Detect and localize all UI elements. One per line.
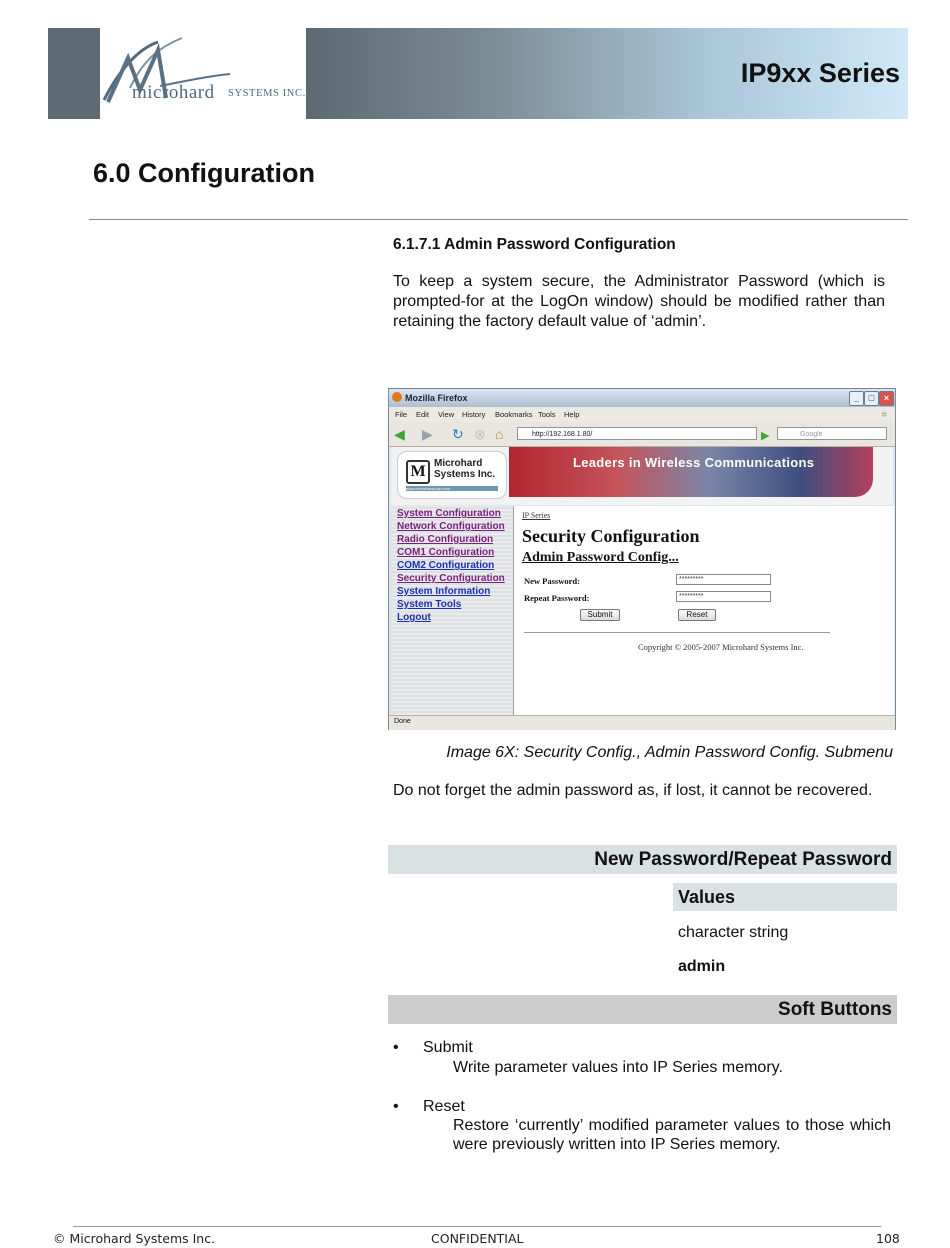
sidebar-item-system-information[interactable]: System Information (397, 586, 491, 597)
logo-text: microhard (132, 82, 215, 103)
page-number: 108 (876, 1231, 900, 1246)
browser-menubar (389, 407, 895, 422)
list-item-description: Restore ‘currently’ modified parameter values to those which were previously written into IP Series memory. (453, 1117, 891, 1153)
list-item-description: Write parameter values into IP Series memory. (453, 1059, 783, 1076)
browser-statusbar (389, 715, 895, 730)
image-caption: Image 6X: Security Config., Admin Password Config. Submenu (446, 744, 893, 761)
site-logo-mark-icon: M (406, 460, 430, 484)
sidebar-item-system-tools[interactable]: System Tools (397, 599, 462, 610)
browser-screenshot (388, 388, 896, 730)
values-header (673, 883, 897, 911)
sidebar-item-logout[interactable]: Logout (397, 612, 431, 623)
repeat-password-label: Repeat Password: (524, 593, 590, 603)
footer-confidential: CONFIDENTIAL (431, 1231, 524, 1246)
window-title: Mozilla Firefox (405, 393, 468, 403)
close-icon[interactable]: × (879, 391, 894, 406)
intro-paragraph: To keep a system secure, the Administrator Password (which is prompted-for at the LogOn window) should be modified rather than retaining the factory default value of ‘admin’. (393, 273, 885, 330)
soft-buttons-header (388, 995, 897, 1024)
parameter-title: New Password/Repeat Password (594, 849, 892, 870)
new-password-input[interactable]: ********* (676, 574, 771, 585)
maximize-icon[interactable]: □ (864, 391, 879, 406)
site-logo-name: Microhard Systems Inc. (434, 458, 496, 480)
repeat-password-input[interactable]: ********* (676, 591, 771, 602)
minimize-icon[interactable]: _ (849, 391, 864, 406)
menu-help[interactable]: Help (564, 410, 580, 419)
menu-tools[interactable]: Tools (538, 410, 556, 419)
bullet-icon: • (393, 1039, 399, 1056)
banner-slogan: Leaders in Wireless Communications (573, 455, 815, 470)
bullet-icon: • (393, 1098, 399, 1115)
parameter-header (388, 845, 897, 874)
stop-icon[interactable]: ⊗ (474, 426, 486, 442)
home-icon[interactable]: ⌂ (495, 426, 504, 442)
sidebar-item-network-configuration[interactable]: Network Configuration (397, 521, 505, 532)
forward-icon[interactable]: ▶ (422, 426, 433, 442)
subsection-title: 6.1.7.1 Admin Password Configuration (393, 236, 676, 253)
soft-buttons-title: Soft Buttons (778, 999, 892, 1020)
page-subtitle: Admin Password Config... (522, 550, 679, 565)
back-icon[interactable]: ◀ (394, 426, 405, 442)
menu-bookmarks[interactable]: Bookmarks (495, 410, 533, 419)
menu-edit[interactable]: Edit (416, 410, 429, 419)
values-header-label: Values (678, 887, 736, 907)
go-icon[interactable]: ▶ (761, 430, 770, 442)
sidebar-item-radio-configuration[interactable]: Radio Configuration (397, 534, 494, 545)
sidebar-item-com2-configuration[interactable]: COM2 Configuration (397, 560, 495, 571)
throbber-icon: ✲ (881, 410, 888, 419)
site-banner (391, 447, 893, 505)
menu-view[interactable]: View (438, 410, 455, 419)
site-copyright: Copyright © 2005-2007 Microhard Systems Inc. (638, 642, 804, 652)
sidebar-item-system-configuration[interactable]: System Configuration (397, 508, 501, 519)
reload-icon[interactable]: ↻ (452, 426, 464, 442)
divider (89, 219, 908, 220)
submit-button[interactable]: Submit (580, 609, 620, 621)
logo-subtext: SYSTEMS INC. (228, 88, 306, 99)
warning-text: Do not forget the admin password as, if lost, it cannot be recovered. (393, 782, 873, 799)
header-left-block (48, 28, 100, 119)
series-title: IP9xx Series (740, 58, 900, 88)
site-logo-url: www.microhardcorp.com (406, 486, 498, 491)
content-divider (524, 632, 830, 633)
list-item: Submit (423, 1039, 473, 1056)
footer-copyright: © Microhard Systems Inc. (53, 1231, 216, 1246)
address-bar[interactable]: http://192.168.1.80/ (517, 427, 757, 440)
site-main (514, 506, 894, 715)
sidebar-item-security-configuration[interactable]: Security Configuration (397, 573, 505, 584)
new-password-label: New Password: (524, 576, 580, 586)
status-text: Done (394, 718, 411, 725)
banner-image (509, 447, 873, 497)
firefox-icon (392, 392, 402, 402)
page-title: Security Configuration (522, 526, 700, 546)
menu-history[interactable]: History (462, 410, 486, 419)
browser-titlebar (389, 389, 895, 407)
footer-divider (73, 1226, 881, 1227)
section-title: 6.0 Configuration (93, 158, 315, 188)
site-sidebar (391, 506, 514, 715)
breadcrumb[interactable]: IP Series (522, 511, 551, 520)
list-item: Reset (423, 1098, 465, 1115)
default-value: admin (678, 958, 726, 975)
browser-toolbar (389, 422, 895, 447)
site-logo (397, 451, 507, 499)
company-logo (100, 28, 306, 119)
reset-button[interactable]: Reset (678, 609, 716, 621)
menu-file[interactable]: File (395, 410, 408, 419)
value-type: character string (678, 924, 789, 941)
sidebar-item-com1-configuration[interactable]: COM1 Configuration (397, 547, 495, 558)
logo-swoosh-icon (100, 28, 306, 119)
search-input[interactable]: Google (777, 427, 887, 440)
